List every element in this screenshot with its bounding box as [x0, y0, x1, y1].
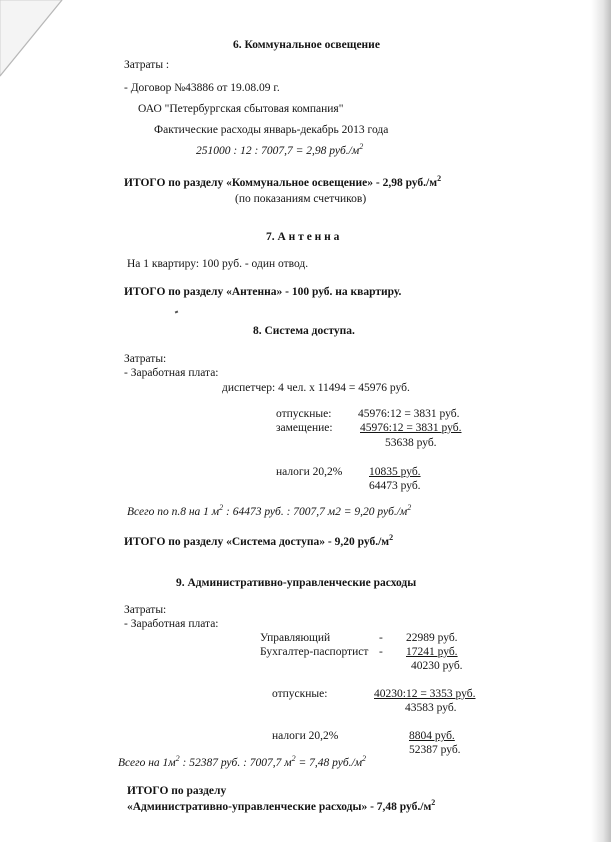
page-corner-fold: [0, 0, 80, 80]
section-8-salary-label: - Заработная плата:: [124, 367, 219, 379]
section-7-total: ИТОГО по разделу «Антенна» - 100 руб. на квартиру.: [124, 286, 402, 298]
section-8-vacation-label: отпускные:: [276, 408, 332, 420]
section-6-note: (по показаниям счетчиков): [235, 193, 367, 205]
section-8-vacation-calc: 45976:12 = 3831 руб.: [358, 408, 460, 420]
section-6-company: ОАО "Петербургская сбытовая компания": [138, 103, 344, 115]
section-9-total-sum: 52387 руб.: [409, 744, 461, 756]
scan-speck: [175, 311, 179, 314]
section-9-vacation-label: отпускные:: [272, 688, 328, 700]
section-8-per-m2: Всего по п.8 на 1 $м^2$ : 64473 руб. : 7007,7 м2 = 9,20 $руб./м^2$: [127, 503, 412, 518]
section-9-taxes-label: налоги 20,2%: [272, 730, 339, 742]
section-8-total-sum: 64473 руб.: [369, 480, 421, 492]
section-9-per-m2: Всего на $1м^2$ : 52387 руб. : 7007,7 $м^2 = 7,48$ $руб./м^2$: [118, 754, 367, 769]
section-9-salary-label: - Заработная плата:: [124, 618, 219, 630]
section-9-subtotal-2: 43583 руб.: [405, 702, 457, 714]
section-8-taxes-value: 10835 руб.: [369, 466, 421, 478]
section-6-total: ИТОГО по разделу «Коммунальное освещение» - 2,98 $руб./м^2$: [124, 174, 442, 189]
section-6-actual-costs: Фактические расходы январь-декабрь 2013 года: [154, 124, 389, 136]
section-9-subtotal-1: 40230 руб.: [411, 660, 463, 672]
section-9-manager-label: Управляющий: [260, 632, 331, 644]
section-9-accountant-dash: -: [379, 646, 383, 658]
section-9-taxes-value: 8804 руб.: [409, 730, 455, 742]
section-9-costs-label: Затраты:: [124, 604, 167, 616]
section-7-heading: 7. А н т е н н а: [266, 231, 340, 243]
section-8-substitution-label: замещение:: [276, 422, 333, 434]
section-8-taxes-label: налоги 20,2%: [276, 466, 343, 478]
section-9-accountant-value: 17241 руб.: [406, 646, 458, 658]
section-9-vacation-calc: 40230:12 = 3353 руб.: [374, 688, 476, 700]
section-9-manager-dash: -: [379, 632, 383, 644]
section-6-contract: - Договор №43886 от 19.08.09 г.: [124, 82, 280, 94]
section-8-costs-label: Затраты:: [124, 353, 167, 365]
section-9-accountant-label: Бухгалтер-паспортист: [260, 646, 369, 658]
section-9-total-line-2: «Административно-управленческие расходы» - 7,48 $руб./м^2$: [127, 798, 436, 813]
section-8-dispatcher: диспетчер: 4 чел. х 11494 = 45976 руб.: [222, 382, 410, 394]
section-8-substitution-calc: 45976:12 = 3831 руб.: [360, 422, 462, 434]
section-6-formula: 251000 : 12 : 7007,7 = 2,98 $руб./м^2$: [196, 142, 364, 157]
scan-right-edge-shadow: [591, 0, 611, 842]
section-8-total: ИТОГО по разделу «Система доступа» - 9,20 $руб./м^2$: [124, 533, 394, 548]
section-7-line: На 1 квартиру: 100 руб. - один отвод.: [127, 258, 309, 270]
section-9-total-line-1: ИТОГО по разделу: [127, 785, 227, 797]
section-9-heading: 9. Административно-управленческие расходы: [176, 577, 417, 589]
section-9-manager-value: 22989 руб.: [406, 632, 458, 644]
section-8-heading: 8. Система доступа.: [253, 325, 355, 337]
section-8-subtotal: 53638 руб.: [385, 437, 437, 449]
section-6-costs-label: Затраты :: [124, 59, 170, 71]
section-6-heading: 6. Коммунальное освещение: [233, 39, 380, 51]
